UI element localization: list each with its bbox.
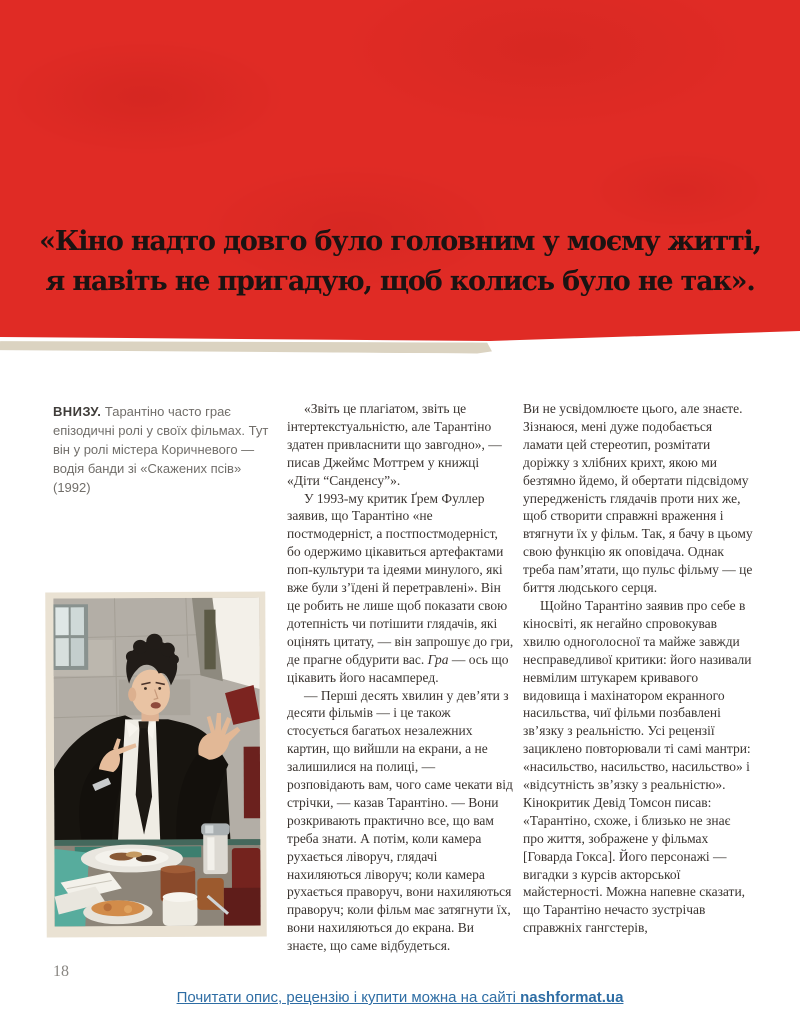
paragraph: — Перші десять хвилин у дев’яти з десяти фільмів — і це також стосується багатьох незалежних картин, що вийшли на екрани, а не залишилися на полиці, — розповідають вам, чого саме чекати від стрічки, — казав Тарантіно. — Вони розкривають практично все, що вам треба знати. А потім, коли камера рухається ліворуч, глядачі нахиляються ліворуч; коли камера рухається праворуч, вони нахиляються праворуч; коли фільм має затягнути їх, вони нахиляються до екрана. Ви знаєте, що саме відбудеться.	[287, 687, 513, 954]
paragraph: «Звіть це плагіатом, звіть це інтертекстуальністю, але Тарантіно здатен привласнити що завгодно», — писав Джеймс Моттрем у книжці «Діти “Санденсу”».	[287, 401, 502, 488]
caption-text: Тарантіно часто грає епізодичні ролі у своїх фільмах. Тут він у ролі містера Коричневого — водія банди зі «Скажених псів» (1992)	[53, 404, 269, 495]
paragraph-text: — ось що цікавить його насамперед.	[287, 651, 509, 685]
footer	[0, 989, 800, 1006]
pull-quote-line-2: я навіть не пригадую, щоб колись було не так».	[45, 266, 755, 297]
paragraph-text: У 1993-му критик Ґрем Фуллер заявив, що Тарантіно «не постмодерніст, а постпостмодерніст, бо одержимо цікавиться артефактами поп-культури та ідеями минулого, які вже були з’їдені й перетравлені». Він це робить не лише щоб показати свою дотепність чи потішити глядачів, які оцінять цитату, — він запрошує до гри, де прагне обдурити вас.	[287, 490, 514, 667]
pull-quote-line-1: «Кіно надто довго було головним у моєму житті,	[39, 226, 761, 257]
paragraph: Ви не усвідомлюєте цього, але знаєте. Зізнаюся, мені дуже подобається ламати цей стереотип, розмітати доріжку з хлібних крихт, якою ми безтямно йдемо, й обертати підсвідому упередженість глядачів проти них же, щоб створити справжні враження і втягнути їх у фільм. Так, я бачу в цьому свою функцію як оповідача. Однак треба пам’ятати, що пульс фільму — це биття людського серця.	[523, 401, 753, 596]
paragraph-italic-word: Гра	[427, 651, 449, 667]
text-column-middle	[287, 400, 514, 955]
photo-caption	[53, 402, 269, 497]
photo-illustration	[53, 598, 260, 927]
footer-link-brand: nashformat.ua	[520, 989, 624, 1006]
pull-quote	[20, 222, 780, 302]
tarantino-photo	[45, 592, 267, 938]
text-column-right	[523, 400, 753, 937]
page-number: 18	[53, 963, 69, 980]
caption-label: ВНИЗУ.	[53, 404, 102, 419]
footer-link-text: Почитати опис, рецензію і купити можна на сайті	[176, 989, 521, 1006]
paragraph	[287, 490, 514, 687]
paragraph: Щойно Тарантіно заявив про себе в кіносвіті, як негайно спровокував хвилю одноголосної та майже завжди несправедливої критики: його називали невмілим штукарем кривавого видовища і махінатором екранного насильства, чиї фільми позбавлені зв’язку з реальністю. Усі рецензії зациклено повторювали ті самі мантри: «насильство, насильство, насильство» і «відсутність зв’язку з реальністю». Кінокритик Девід Томсон писав: «Тарантіно, схоже, і близько не знає про життя, зображене у фільмах [Говарда Гокса]. Його персонажі — вигадки з курсів акторської майстерності. Можна напевне сказати, що Тарантіно нечасто зустрічав справжніх гангстерів,	[523, 597, 752, 936]
footer-link[interactable]	[177, 989, 624, 1006]
tape-strip	[0, 340, 492, 354]
caption-column	[53, 402, 269, 497]
